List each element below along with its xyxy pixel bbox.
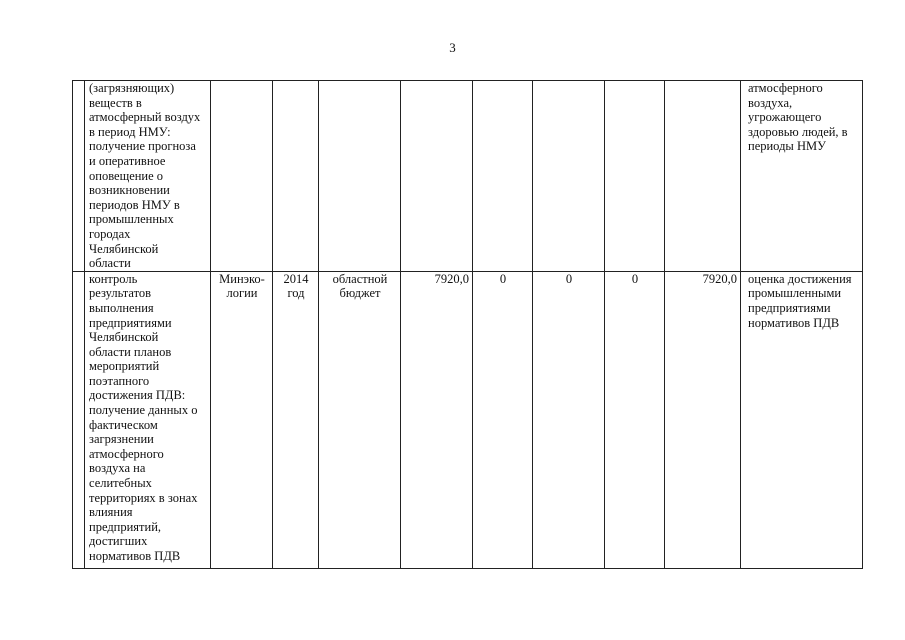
expected-result-cell: оценка достижения промышленными предприятиями нормативов ПДВ <box>741 271 863 568</box>
amount-cell-4 <box>665 81 741 272</box>
period-cell: 2014 год <box>273 271 319 568</box>
expected-result-cell: атмосферного воздуха, угрожающего здоровью людей, в периоды НМУ <box>741 81 863 272</box>
activity-cell: (загрязняющих) веществ в атмосферный воздух в период НМУ: получение прогноза и оперативное оповещение о возникновении периодов НМУ в промышленных городах Челябинской области <box>85 81 211 272</box>
row-number-cell <box>73 271 85 568</box>
executor-cell <box>211 81 273 272</box>
executor-cell: Минэко- логии <box>211 271 273 568</box>
table-row <box>73 81 863 272</box>
activity-cell: контроль результатов выполнения предприятиями Челябинской области планов мероприятий поэтапного достижения ПДВ: получение данных о фактическом загрязнении атмосферного воздуха на селитебных территориях в зонах влияния предприятий, достигших нормативов ПДВ <box>85 271 211 568</box>
amount-cell-3 <box>605 81 665 272</box>
amount-cell-2 <box>533 81 605 272</box>
amount-cell-4: 7920,0 <box>665 271 741 568</box>
program-table <box>72 80 863 569</box>
total-amount-cell: 7920,0 <box>401 271 473 568</box>
total-amount-cell <box>401 81 473 272</box>
amount-cell-1 <box>473 81 533 272</box>
funding-source-cell <box>319 81 401 272</box>
amount-cell-1: 0 <box>473 271 533 568</box>
page-number: 3 <box>449 40 456 55</box>
funding-source-cell: областной бюджет <box>319 271 401 568</box>
amount-cell-2: 0 <box>533 271 605 568</box>
period-cell <box>273 81 319 272</box>
amount-cell-3: 0 <box>605 271 665 568</box>
row-number-cell <box>73 81 85 272</box>
table-row <box>73 271 863 568</box>
